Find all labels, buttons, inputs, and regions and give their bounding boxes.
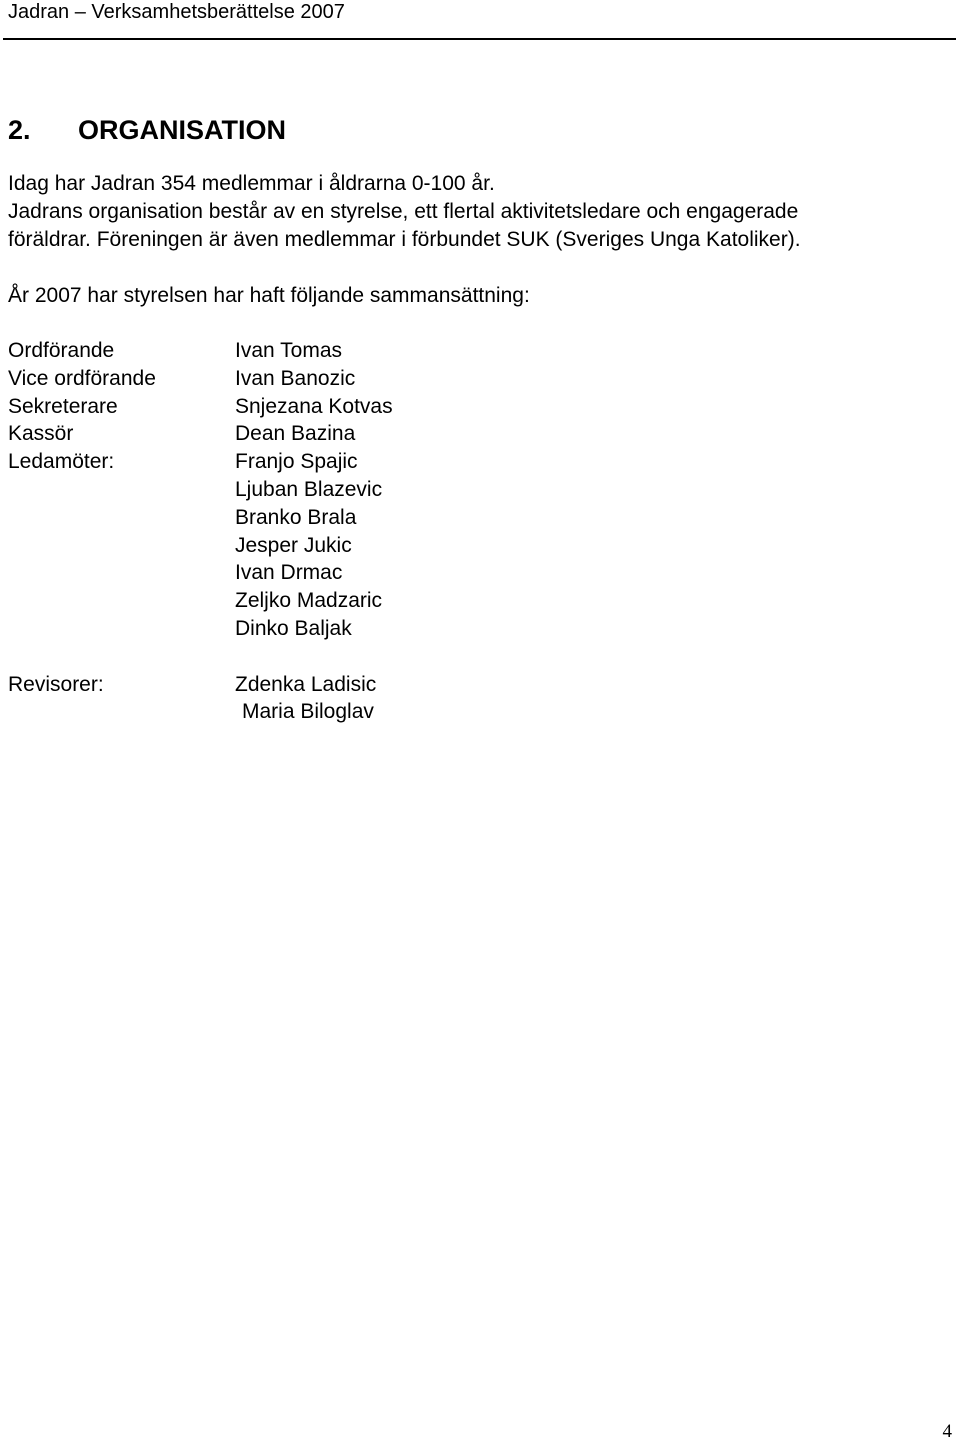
name-auditor: Zdenka Ladisic	[235, 672, 377, 696]
intro-line-association: föräldrar. Föreningen är även medlemmar i förbundet SUK (Sveriges Unga Katoliker).	[8, 228, 801, 251]
section-title: ORGANISATION	[78, 115, 286, 145]
name-member: Jesper Jukic	[235, 533, 352, 557]
name-chair: Ivan Tomas	[235, 339, 342, 362]
name-member: Ivan Drmac	[235, 561, 343, 585]
page-header-title: Jadran – Verksamhetsberättelse 2007	[8, 1, 345, 23]
role-chair: Ordförande	[8, 339, 115, 362]
name-vice-chair: Ivan Banozic	[235, 366, 356, 390]
page-number: 4	[942, 1421, 952, 1442]
role-treasurer: Kassör	[8, 422, 74, 446]
name-member: Ljuban Blazevic	[235, 477, 383, 501]
board-intro-text: År 2007 har styrelsen har haft följande sammansättning:	[8, 284, 530, 307]
header-divider	[3, 38, 956, 40]
intro-line-members: Idag har Jadran 354 medlemmar i åldrarna 0-100 år.	[8, 172, 495, 195]
board-roles-column	[8, 337, 156, 698]
board-names-column	[235, 337, 393, 726]
name-secretary: Snjezana Kotvas	[235, 394, 393, 418]
intro-paragraph	[8, 170, 953, 254]
name-auditor: Maria Biloglav	[242, 700, 374, 724]
section-heading	[8, 114, 286, 146]
section-number: 2.	[8, 115, 31, 145]
name-member: Branko Brala	[235, 505, 357, 529]
role-vice-chair: Vice ordförande	[8, 366, 156, 390]
name-treasurer: Dean Bazina	[235, 422, 356, 446]
role-auditors: Revisorer:	[8, 672, 104, 696]
intro-line-organisation: Jadrans organisation består av en styrelse, ett flertal aktivitetsledare och engagerade	[8, 200, 799, 223]
role-members: Ledamöter:	[8, 450, 115, 474]
name-member: Franjo Spajic	[235, 450, 358, 474]
name-member: Zeljko Madzaric	[235, 589, 383, 613]
role-secretary: Sekreterare	[8, 394, 118, 418]
name-member: Dinko Baljak	[235, 616, 352, 640]
